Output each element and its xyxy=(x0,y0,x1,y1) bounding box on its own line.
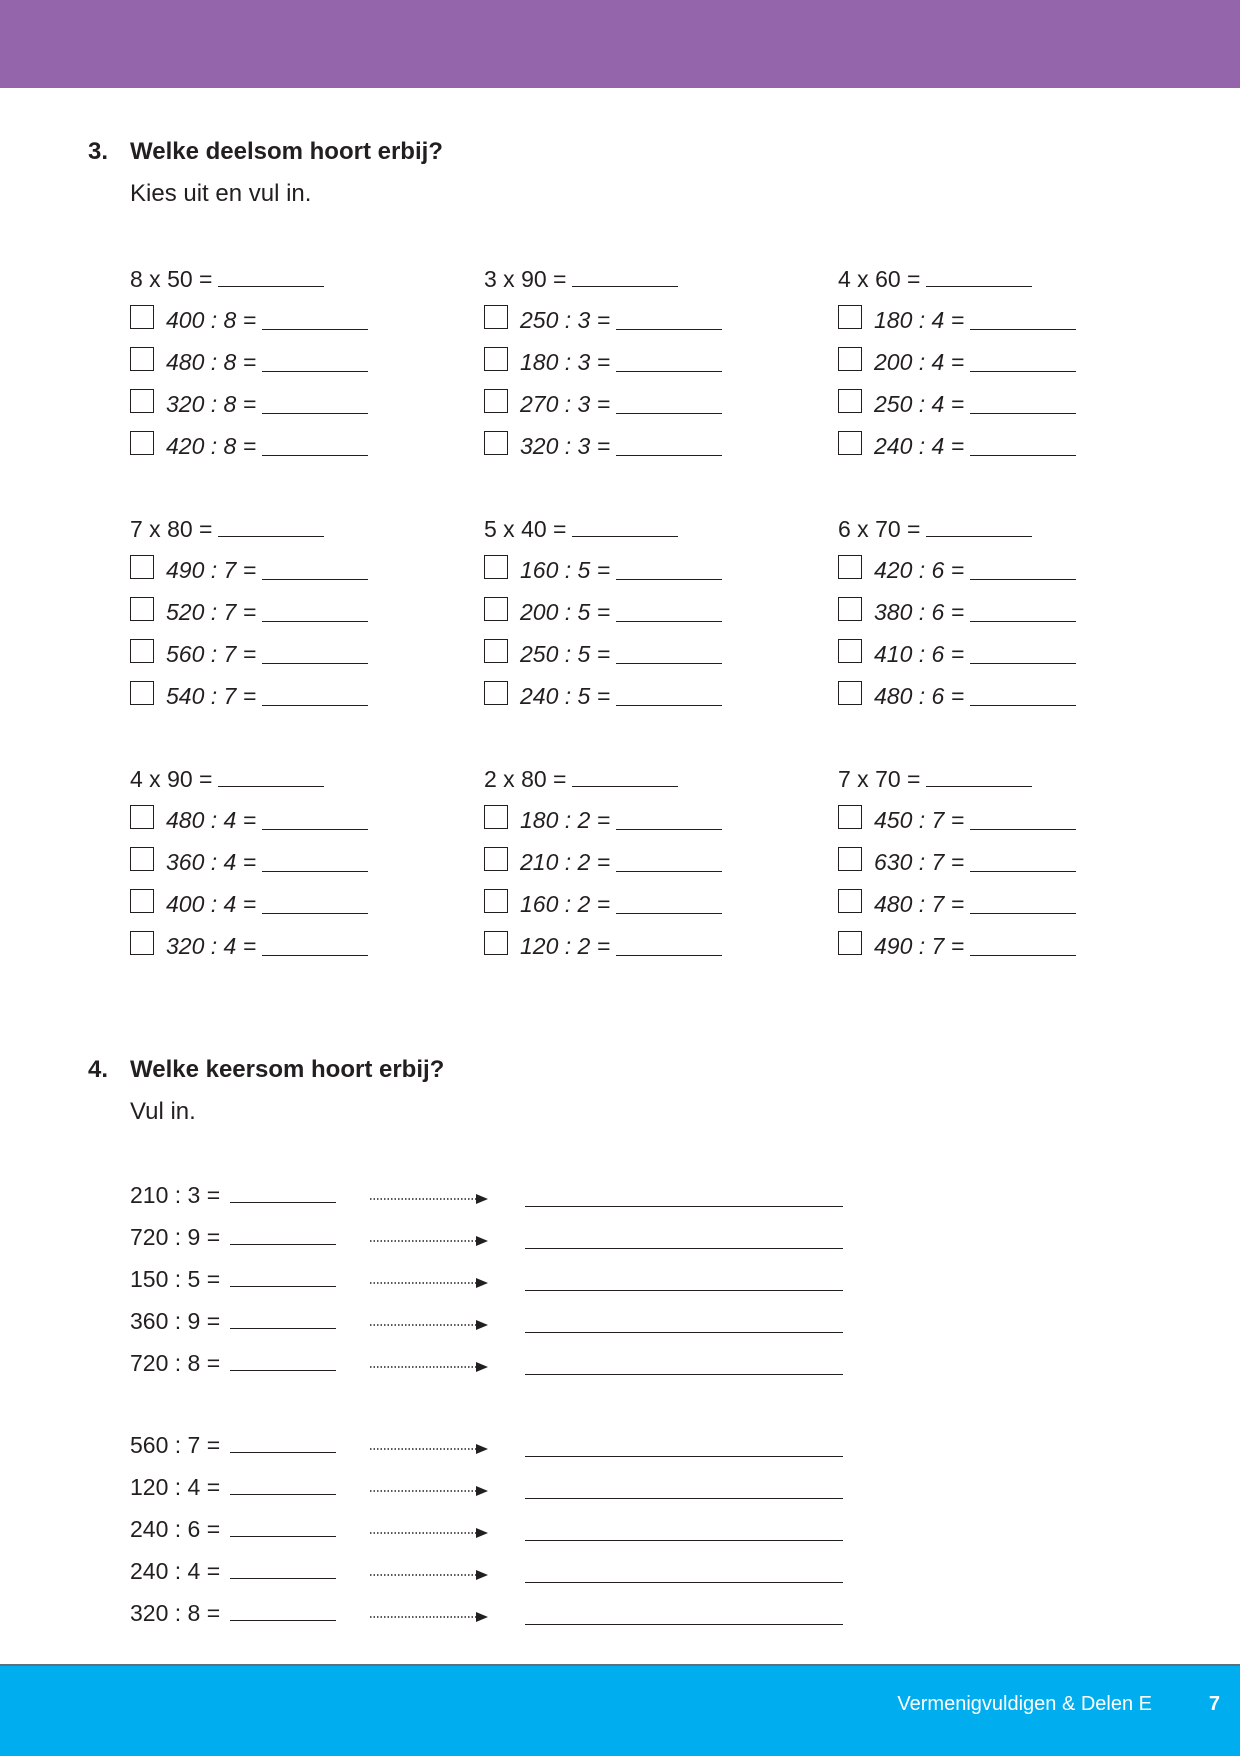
option-answer-blank[interactable] xyxy=(970,683,1076,706)
division-expression: 320 : 8 = xyxy=(130,1600,221,1626)
option-answer-blank[interactable] xyxy=(616,641,722,664)
multiplication-answer-line[interactable] xyxy=(525,1624,843,1625)
option-expression: 320 : 4 = xyxy=(166,933,257,959)
option-answer-blank[interactable] xyxy=(616,433,722,456)
option-answer-blank[interactable] xyxy=(262,557,368,580)
group-head-expression: 5 x 40 = xyxy=(484,516,567,542)
option-row xyxy=(130,557,410,599)
option-expression: 450 : 7 = xyxy=(874,807,965,833)
option-answer-blank[interactable] xyxy=(616,307,722,330)
dotted-arrow-icon xyxy=(370,1276,488,1290)
quotient-blank[interactable] xyxy=(230,1578,336,1579)
division-group xyxy=(484,766,764,975)
option-checkbox[interactable] xyxy=(130,389,154,413)
option-row xyxy=(484,391,764,433)
option-checkbox[interactable] xyxy=(130,681,154,705)
group-head xyxy=(838,766,1118,807)
option-row xyxy=(130,891,410,933)
option-answer-blank[interactable] xyxy=(970,933,1076,956)
option-row xyxy=(484,641,764,683)
multiplication-answer-line[interactable] xyxy=(525,1248,843,1249)
division-expression: 560 : 7 = xyxy=(130,1432,221,1458)
option-checkbox[interactable] xyxy=(484,597,508,621)
option-answer-blank[interactable] xyxy=(262,891,368,914)
option-expression: 480 : 7 = xyxy=(874,891,965,917)
option-checkbox[interactable] xyxy=(130,555,154,579)
option-answer-blank[interactable] xyxy=(970,349,1076,372)
option-checkbox[interactable] xyxy=(838,555,862,579)
option-row xyxy=(130,349,410,391)
answer-blank[interactable] xyxy=(218,516,324,537)
division-row xyxy=(130,1350,850,1392)
option-checkbox[interactable] xyxy=(130,431,154,455)
option-expression: 180 : 2 = xyxy=(520,807,611,833)
option-row xyxy=(130,433,410,475)
option-answer-blank[interactable] xyxy=(970,641,1076,664)
question-4-title: Welke keersom hoort erbij? xyxy=(130,1056,445,1083)
option-expression: 320 : 3 = xyxy=(520,433,611,459)
option-expression: 420 : 6 = xyxy=(874,557,965,583)
option-checkbox[interactable] xyxy=(484,639,508,663)
division-group xyxy=(130,266,410,475)
quotient-blank[interactable] xyxy=(230,1286,336,1287)
option-checkbox[interactable] xyxy=(484,931,508,955)
division-row xyxy=(130,1182,850,1224)
option-expression: 240 : 4 = xyxy=(874,433,965,459)
quotient-blank[interactable] xyxy=(230,1370,336,1371)
option-answer-blank[interactable] xyxy=(970,849,1076,872)
answer-blank[interactable] xyxy=(572,516,678,537)
group-head xyxy=(484,266,764,307)
answer-blank[interactable] xyxy=(926,766,1032,787)
quotient-blank[interactable] xyxy=(230,1620,336,1621)
option-expression: 250 : 3 = xyxy=(520,307,611,333)
division-row xyxy=(130,1558,850,1600)
option-checkbox[interactable] xyxy=(838,931,862,955)
option-answer-blank[interactable] xyxy=(262,807,368,830)
option-checkbox[interactable] xyxy=(838,347,862,371)
multiplication-answer-line[interactable] xyxy=(525,1374,843,1375)
option-checkbox[interactable] xyxy=(130,847,154,871)
option-row xyxy=(484,849,764,891)
division-expression: 120 : 4 = xyxy=(130,1474,221,1500)
option-checkbox[interactable] xyxy=(130,305,154,329)
multiplication-answer-line[interactable] xyxy=(525,1498,843,1499)
option-answer-blank[interactable] xyxy=(262,307,368,330)
option-answer-blank[interactable] xyxy=(262,391,368,414)
option-answer-blank[interactable] xyxy=(616,933,722,956)
group-head-expression: 7 x 80 = xyxy=(130,516,213,542)
quotient-blank[interactable] xyxy=(230,1328,336,1329)
group-head-expression: 6 x 70 = xyxy=(838,516,921,542)
multiplication-answer-line[interactable] xyxy=(525,1332,843,1333)
option-expression: 490 : 7 = xyxy=(874,933,965,959)
option-expression: 210 : 2 = xyxy=(520,849,611,875)
option-row xyxy=(838,933,1118,975)
group-head xyxy=(484,766,764,807)
option-checkbox[interactable] xyxy=(130,889,154,913)
multiplication-answer-line[interactable] xyxy=(525,1206,843,1207)
option-row xyxy=(484,891,764,933)
option-row xyxy=(484,599,764,641)
option-row xyxy=(484,433,764,475)
option-expression: 400 : 4 = xyxy=(166,891,257,917)
option-expression: 240 : 5 = xyxy=(520,683,611,709)
question-3-title: Welke deelsom hoort erbij? xyxy=(130,138,443,165)
division-expression: 240 : 4 = xyxy=(130,1558,221,1584)
division-group xyxy=(130,766,410,975)
dotted-arrow-icon xyxy=(370,1484,488,1498)
dotted-arrow-icon xyxy=(370,1318,488,1332)
option-checkbox[interactable] xyxy=(484,805,508,829)
quotient-blank[interactable] xyxy=(230,1202,336,1203)
option-checkbox[interactable] xyxy=(838,681,862,705)
option-answer-blank[interactable] xyxy=(262,933,368,956)
group-head xyxy=(130,266,410,307)
option-expression: 360 : 4 = xyxy=(166,849,257,875)
option-expression: 480 : 4 = xyxy=(166,807,257,833)
division-group xyxy=(838,516,1118,725)
question-4-number: 4. xyxy=(88,1056,109,1083)
option-answer-blank[interactable] xyxy=(616,349,722,372)
group-head xyxy=(484,516,764,557)
option-row xyxy=(484,933,764,975)
option-answer-blank[interactable] xyxy=(616,891,722,914)
option-expression: 490 : 7 = xyxy=(166,557,257,583)
option-checkbox[interactable] xyxy=(484,389,508,413)
division-row xyxy=(130,1516,850,1558)
option-expression: 420 : 8 = xyxy=(166,433,257,459)
division-expression: 720 : 9 = xyxy=(130,1224,221,1250)
option-expression: 630 : 7 = xyxy=(874,849,965,875)
quotient-blank[interactable] xyxy=(230,1452,336,1453)
option-expression: 160 : 2 = xyxy=(520,891,611,917)
division-group xyxy=(484,266,764,475)
dotted-arrow-icon xyxy=(370,1568,488,1582)
footer-title: Vermenigvuldigen & Delen E xyxy=(897,1693,1152,1715)
dotted-arrow-icon xyxy=(370,1442,488,1456)
option-answer-blank[interactable] xyxy=(616,391,722,414)
page-number: 7 xyxy=(1208,1693,1220,1715)
option-answer-blank[interactable] xyxy=(616,599,722,622)
answer-blank[interactable] xyxy=(926,516,1032,537)
option-answer-blank[interactable] xyxy=(262,683,368,706)
option-checkbox[interactable] xyxy=(838,597,862,621)
option-answer-blank[interactable] xyxy=(262,349,368,372)
option-row xyxy=(484,807,764,849)
option-expression: 400 : 8 = xyxy=(166,307,257,333)
option-answer-blank[interactable] xyxy=(970,599,1076,622)
option-expression: 200 : 5 = xyxy=(520,599,611,625)
option-row xyxy=(838,807,1118,849)
option-row xyxy=(838,599,1118,641)
option-answer-blank[interactable] xyxy=(970,391,1076,414)
dotted-arrow-icon xyxy=(370,1610,488,1624)
option-row xyxy=(838,349,1118,391)
option-checkbox[interactable] xyxy=(838,847,862,871)
option-row xyxy=(838,891,1118,933)
option-row xyxy=(484,683,764,725)
option-expression: 270 : 3 = xyxy=(520,391,611,417)
option-answer-blank[interactable] xyxy=(970,557,1076,580)
dotted-arrow-icon xyxy=(370,1234,488,1248)
option-checkbox[interactable] xyxy=(838,889,862,913)
quotient-blank[interactable] xyxy=(230,1494,336,1495)
option-answer-blank[interactable] xyxy=(970,433,1076,456)
group-head-expression: 2 x 80 = xyxy=(484,766,567,792)
option-row xyxy=(838,557,1118,599)
answer-blank[interactable] xyxy=(926,266,1032,287)
question-3-instruction: Kies uit en vul in. xyxy=(130,180,312,207)
dotted-arrow-icon xyxy=(370,1360,488,1374)
option-answer-blank[interactable] xyxy=(262,433,368,456)
division-group xyxy=(130,516,410,725)
dotted-arrow-icon xyxy=(370,1192,488,1206)
option-row xyxy=(838,307,1118,349)
option-row xyxy=(838,849,1118,891)
option-expression: 250 : 4 = xyxy=(874,391,965,417)
option-row xyxy=(130,933,410,975)
division-expression: 210 : 3 = xyxy=(130,1182,221,1208)
option-row xyxy=(130,807,410,849)
option-checkbox[interactable] xyxy=(130,931,154,955)
option-answer-blank[interactable] xyxy=(262,849,368,872)
option-checkbox[interactable] xyxy=(838,389,862,413)
answer-blank[interactable] xyxy=(572,266,678,287)
option-answer-blank[interactable] xyxy=(616,557,722,580)
option-checkbox[interactable] xyxy=(130,347,154,371)
answer-blank[interactable] xyxy=(218,766,324,787)
option-row xyxy=(484,349,764,391)
option-row xyxy=(838,683,1118,725)
option-row xyxy=(838,641,1118,683)
option-answer-blank[interactable] xyxy=(262,599,368,622)
option-row xyxy=(130,391,410,433)
division-row xyxy=(130,1432,850,1474)
division-row xyxy=(130,1474,850,1516)
multiplication-answer-line[interactable] xyxy=(525,1456,843,1457)
option-checkbox[interactable] xyxy=(484,431,508,455)
option-expression: 180 : 3 = xyxy=(520,349,611,375)
multiplication-answer-line[interactable] xyxy=(525,1540,843,1541)
option-row xyxy=(838,391,1118,433)
division-row xyxy=(130,1600,850,1642)
option-expression: 480 : 6 = xyxy=(874,683,965,709)
option-expression: 250 : 5 = xyxy=(520,641,611,667)
option-expression: 380 : 6 = xyxy=(874,599,965,625)
quotient-blank[interactable] xyxy=(230,1536,336,1537)
option-checkbox[interactable] xyxy=(484,555,508,579)
option-expression: 540 : 7 = xyxy=(166,683,257,709)
group-head xyxy=(838,266,1118,307)
option-answer-blank[interactable] xyxy=(616,849,722,872)
option-expression: 160 : 5 = xyxy=(520,557,611,583)
group-head-expression: 8 x 50 = xyxy=(130,266,213,292)
division-row xyxy=(130,1224,850,1266)
option-row xyxy=(130,307,410,349)
division-row xyxy=(130,1308,850,1350)
option-checkbox[interactable] xyxy=(130,805,154,829)
header-band xyxy=(0,0,1240,88)
question-3-number: 3. xyxy=(88,138,109,165)
option-answer-blank[interactable] xyxy=(970,307,1076,330)
option-checkbox[interactable] xyxy=(838,305,862,329)
option-answer-blank[interactable] xyxy=(262,641,368,664)
option-answer-blank[interactable] xyxy=(970,807,1076,830)
group-head-expression: 4 x 60 = xyxy=(838,266,921,292)
option-checkbox[interactable] xyxy=(838,805,862,829)
quotient-blank[interactable] xyxy=(230,1244,336,1245)
option-row xyxy=(484,307,764,349)
option-answer-blank[interactable] xyxy=(616,683,722,706)
group-head-expression: 4 x 90 = xyxy=(130,766,213,792)
option-expression: 560 : 7 = xyxy=(166,641,257,667)
group-head xyxy=(838,516,1118,557)
option-expression: 480 : 8 = xyxy=(166,349,257,375)
answer-blank[interactable] xyxy=(572,766,678,787)
option-row xyxy=(130,641,410,683)
option-answer-blank[interactable] xyxy=(616,807,722,830)
option-checkbox[interactable] xyxy=(484,889,508,913)
option-expression: 200 : 4 = xyxy=(874,349,965,375)
division-expression: 720 : 8 = xyxy=(130,1350,221,1376)
group-head xyxy=(130,766,410,807)
option-row xyxy=(838,433,1118,475)
option-expression: 520 : 7 = xyxy=(166,599,257,625)
multiplication-answer-line[interactable] xyxy=(525,1582,843,1583)
division-group xyxy=(838,266,1118,475)
division-group xyxy=(484,516,764,725)
option-checkbox[interactable] xyxy=(838,639,862,663)
option-row xyxy=(130,683,410,725)
option-row xyxy=(130,599,410,641)
group-head-expression: 7 x 70 = xyxy=(838,766,921,792)
option-checkbox[interactable] xyxy=(484,347,508,371)
dotted-arrow-icon xyxy=(370,1526,488,1540)
option-expression: 410 : 6 = xyxy=(874,641,965,667)
division-row xyxy=(130,1266,850,1308)
division-expression: 360 : 9 = xyxy=(130,1308,221,1334)
group-head xyxy=(130,516,410,557)
option-checkbox[interactable] xyxy=(484,847,508,871)
answer-blank[interactable] xyxy=(218,266,324,287)
option-answer-blank[interactable] xyxy=(970,891,1076,914)
option-checkbox[interactable] xyxy=(838,431,862,455)
option-checkbox[interactable] xyxy=(484,305,508,329)
option-checkbox[interactable] xyxy=(130,639,154,663)
division-expression: 150 : 5 = xyxy=(130,1266,221,1292)
division-group xyxy=(838,766,1118,975)
option-expression: 180 : 4 = xyxy=(874,307,965,333)
option-checkbox[interactable] xyxy=(484,681,508,705)
multiplication-answer-line[interactable] xyxy=(525,1290,843,1291)
option-expression: 320 : 8 = xyxy=(166,391,257,417)
group-head-expression: 3 x 90 = xyxy=(484,266,567,292)
division-expression: 240 : 6 = xyxy=(130,1516,221,1542)
option-expression: 120 : 2 = xyxy=(520,933,611,959)
option-checkbox[interactable] xyxy=(130,597,154,621)
question-4-instruction: Vul in. xyxy=(130,1098,196,1125)
option-row xyxy=(484,557,764,599)
option-row xyxy=(130,849,410,891)
